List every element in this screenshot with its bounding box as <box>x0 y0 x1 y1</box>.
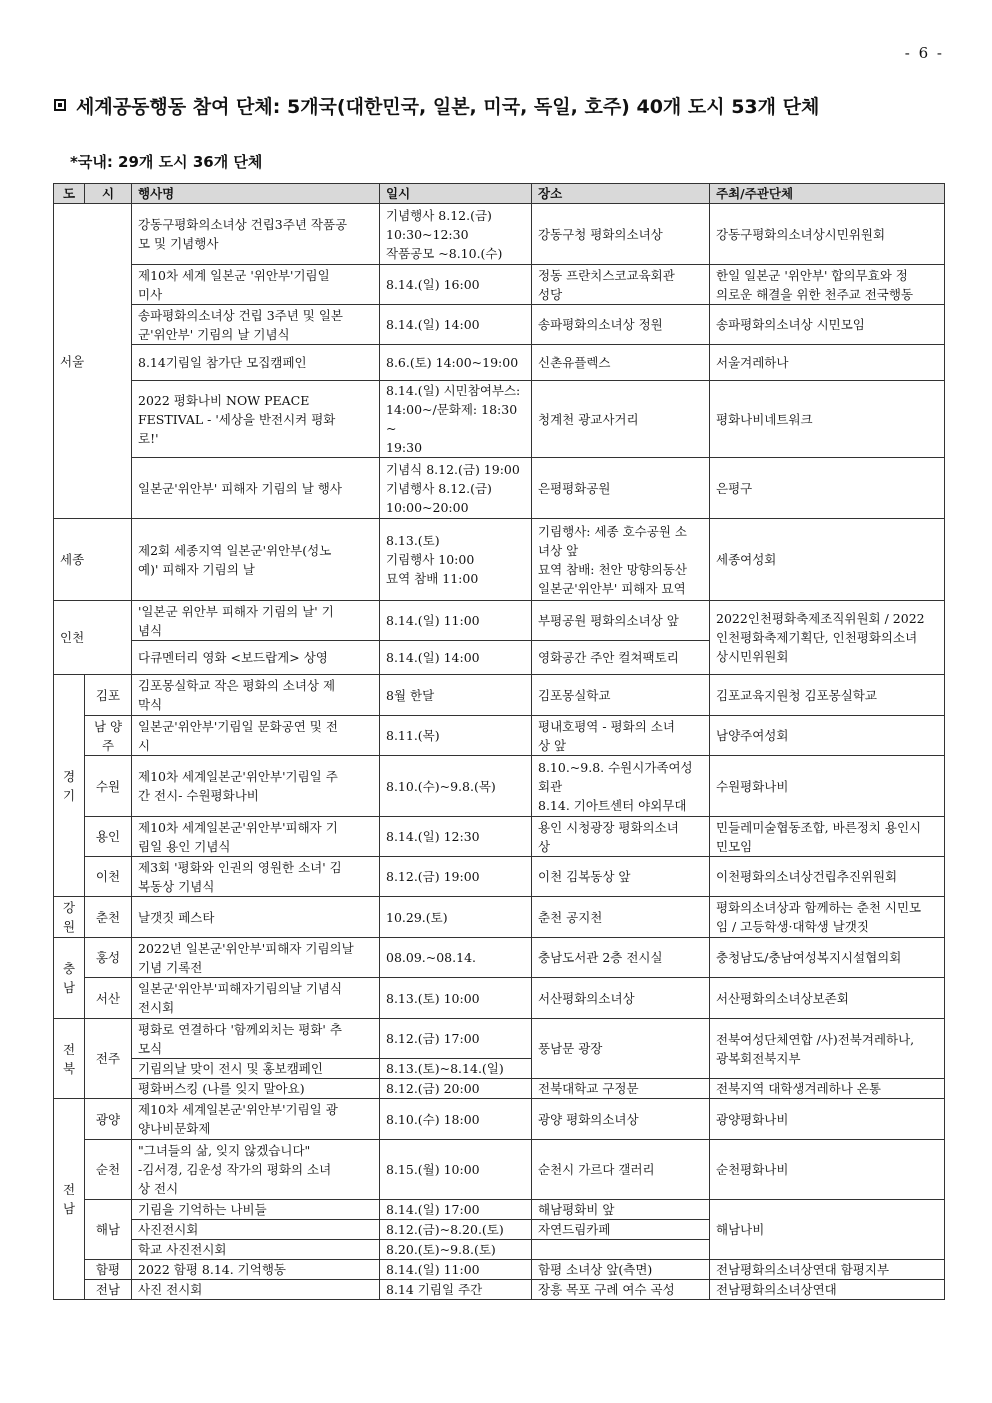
table-row <box>54 1140 945 1200</box>
province-cell: 전 남 <box>54 1099 85 1300</box>
org-cell: 순천평화나비 <box>710 1140 945 1200</box>
place-cell: 김포몽실학교 <box>532 675 710 716</box>
place-cell: 평내호평역 - 평화의 소녀 상 앞 <box>532 716 710 756</box>
org-cell: 한일 일본군 '위안부' 합의무효와 정 의로운 해결을 위한 천주교 전국행동 <box>710 265 945 305</box>
province-cell: 경 기 <box>54 675 85 897</box>
org-cell: 서산평화의소녀상보존회 <box>710 978 945 1019</box>
event-cell: 학교 사진전시회 <box>132 1240 380 1260</box>
date-cell: 8.11.(목) <box>380 716 532 756</box>
event-cell: 일본군'위안부'피해자기림의날 기념식 전시회 <box>132 978 380 1019</box>
table-row <box>54 857 945 897</box>
date-cell: 8월 한달 <box>380 675 532 716</box>
city-cell: 김포 <box>85 675 132 716</box>
table-row <box>54 716 945 756</box>
subheading: *국내: 29개 도시 36개 단체 <box>70 153 263 171</box>
org-cell: 남양주여성회 <box>710 716 945 756</box>
table-header-row <box>54 184 945 204</box>
date-cell: 8.15.(월) 10:00 <box>380 1140 532 1200</box>
city-cell: 전주 <box>85 1019 132 1099</box>
province-cell: 서울 <box>54 204 132 519</box>
event-cell: 2022 평화나비 NOW PEACE FESTIVAL - '세상을 반전시켜 평화 로!' <box>132 381 380 458</box>
header-place: 장소 <box>532 184 710 204</box>
table-row <box>54 601 945 641</box>
event-cell: 기림을 기억하는 나비들 <box>132 1200 380 1220</box>
table-row <box>54 305 945 345</box>
event-cell: 8.14기림일 참가단 모집캠페인 <box>132 345 380 381</box>
place-cell: 함평 소녀상 앞(측면) <box>532 1260 710 1280</box>
event-cell: 일본군'위안부' 피해자 기림의 날 행사 <box>132 458 380 519</box>
event-cell: 평화로 연결하다 '함께외치는 평화' 추 모식 <box>132 1019 380 1059</box>
date-cell: 8.12.(금) 17:00 <box>380 1019 532 1059</box>
place-cell: 은평평화공원 <box>532 458 710 519</box>
city-cell: 순천 <box>85 1140 132 1200</box>
place-cell: 풍남문 광장 <box>532 1019 710 1079</box>
table-row <box>54 1079 945 1099</box>
table-row <box>54 381 945 458</box>
table-row <box>54 204 945 265</box>
date-cell: 8.12.(금) 19:00 <box>380 857 532 897</box>
table-row <box>54 675 945 716</box>
table-row <box>54 938 945 978</box>
org-cell: 수원평화나비 <box>710 756 945 817</box>
date-cell: 8.12.(금)~8.20.(토) <box>380 1220 532 1240</box>
date-cell: 8.14.(일) 11:00 <box>380 601 532 641</box>
table-row <box>54 1260 945 1280</box>
table-row <box>54 1280 945 1300</box>
org-cell: 광양평화나비 <box>710 1099 945 1140</box>
date-cell: 8.14.(일) 16:00 <box>380 265 532 305</box>
org-cell: 전북지역 대학생겨레하나 온통 <box>710 1079 945 1099</box>
square-bullet-icon <box>54 99 66 111</box>
org-cell: 강동구평화의소녀상시민위원회 <box>710 204 945 265</box>
header-org: 주최/주관단체 <box>710 184 945 204</box>
date-cell: 8.20.(토)~9.8.(토) <box>380 1240 532 1260</box>
header-city: 시 <box>85 184 132 204</box>
date-cell: 08.09.~08.14. <box>380 938 532 978</box>
table-row <box>54 1099 945 1140</box>
event-cell: 제10차 세계일본군'위안부'피해자 기 림일 용인 기념식 <box>132 817 380 857</box>
date-cell: 10.29.(토) <box>380 897 532 938</box>
city-cell: 전남 <box>85 1280 132 1300</box>
section-heading-text: 세계공동행동 참여 단체: 5개국(대한민국, 일본, 미국, 독일, 호주) 40개 도시 53개 단체 <box>76 96 820 118</box>
event-cell: "그녀들의 삶, 잊지 않겠습니다" -김서경, 김운성 작가의 평화의 소녀 상 전시 <box>132 1140 380 1200</box>
event-cell: 김포몽실학교 작은 평화의 소녀상 제 막식 <box>132 675 380 716</box>
org-cell: 충청남도/충남여성복지시설협의회 <box>710 938 945 978</box>
date-cell: 8.14.(일) 시민참여부스: 14:00~/문화제: 18:30 ~ 19:30 <box>380 381 532 458</box>
event-cell: 일본군'위안부'기림일 문화공연 및 전 시 <box>132 716 380 756</box>
event-cell: 제10차 세계일본군'위안부'기림일 주 간 전시- 수원평화나비 <box>132 756 380 817</box>
org-cell: 김포교육지원청 김포몽실학교 <box>710 675 945 716</box>
date-cell: 8.13.(토)~8.14.(일) <box>380 1059 532 1079</box>
org-cell: 이천평화의소녀상건립추진위원회 <box>710 857 945 897</box>
event-cell: 2022년 일본군'위안부'피해자 기림의날 기념 기록전 <box>132 938 380 978</box>
event-cell: 날갯짓 페스타 <box>132 897 380 938</box>
place-cell: 8.10.~9.8. 수원시가족여성 회관 8.14. 기아트센터 야외무대 <box>532 756 710 817</box>
event-cell: 송파평화의소녀상 건립 3주년 및 일본 군'위안부' 기림의 날 기념식 <box>132 305 380 345</box>
date-cell: 8.14 기림일 주간 <box>380 1280 532 1300</box>
place-cell: 서산평화의소녀상 <box>532 978 710 1019</box>
province-cell: 강 원 <box>54 897 85 938</box>
table-row <box>54 1200 945 1220</box>
city-cell: 용인 <box>85 817 132 857</box>
city-cell: 남 양 주 <box>85 716 132 756</box>
event-cell: 평화버스킹 (나를 잊지 말아요) <box>132 1079 380 1099</box>
event-cell: 제2회 세종지역 일본군'위안부(성노 예)' 피해자 기림의 날 <box>132 519 380 601</box>
org-cell: 세종여성회 <box>710 519 945 601</box>
org-cell: 2022인천평화축제조직위원회 / 2022 인천평화축제기획단, 인천평화의소녀 상시민위원회 <box>710 601 945 675</box>
header-province: 도 <box>54 184 85 204</box>
city-cell: 이천 <box>85 857 132 897</box>
province-cell: 전 북 <box>54 1019 85 1099</box>
place-cell: 기림행사: 세종 호수공원 소 녀상 앞 묘역 참배: 천안 망향의동산 일본군'위안부' 피해자 묘역 <box>532 519 710 601</box>
org-cell: 서울겨레하나 <box>710 345 945 381</box>
city-cell: 서산 <box>85 978 132 1019</box>
table-row <box>54 345 945 381</box>
date-cell: 8.10.(수) 18:00 <box>380 1099 532 1140</box>
date-cell: 8.13.(토) 10:00 <box>380 978 532 1019</box>
date-cell: 8.13.(토) 기림행사 10:00 묘역 참배 11:00 <box>380 519 532 601</box>
org-cell: 은평구 <box>710 458 945 519</box>
table-row <box>54 978 945 1019</box>
city-cell: 수원 <box>85 756 132 817</box>
event-cell: 기림의날 맞이 전시 및 홍보캠페인 <box>132 1059 380 1079</box>
city-cell: 홍성 <box>85 938 132 978</box>
table-row <box>54 817 945 857</box>
date-cell: 8.10.(수)~9.8.(목) <box>380 756 532 817</box>
event-cell: 사진 전시회 <box>132 1280 380 1300</box>
org-cell: 전북여성단체연합 /사)전북겨레하나, 광복회전북지부 <box>710 1019 945 1079</box>
table-row <box>54 1019 945 1059</box>
event-cell: '일본군 위안부 피해자 기림의 날' 기 념식 <box>132 601 380 641</box>
section-heading <box>54 92 819 119</box>
table-row <box>54 458 945 519</box>
org-cell: 평화의소녀상과 함께하는 춘천 시민모 임 / 고등학생·대학생 날갯짓 <box>710 897 945 938</box>
place-cell: 이천 김복동상 앞 <box>532 857 710 897</box>
province-cell: 인천 <box>54 601 132 675</box>
province-cell: 충 남 <box>54 938 85 1019</box>
table-row <box>54 265 945 305</box>
event-cell: 제10차 세계 일본군 '위안부'기림일 미사 <box>132 265 380 305</box>
place-cell <box>532 1240 710 1260</box>
table-row <box>54 519 945 601</box>
city-cell: 광양 <box>85 1099 132 1140</box>
org-cell: 해남나비 <box>710 1200 945 1260</box>
org-cell: 평화나비네트워크 <box>710 381 945 458</box>
date-cell: 기념행사 8.12.(금) 10:30~12:30 작품공모 ~8.10.(수) <box>380 204 532 265</box>
place-cell: 정동 프란치스코교육회관 성당 <box>532 265 710 305</box>
table-row <box>54 897 945 938</box>
page-number: - 6 - <box>904 44 944 62</box>
date-cell: 8.14.(일) 17:00 <box>380 1200 532 1220</box>
place-cell: 용인 시청광장 평화의소녀 상 <box>532 817 710 857</box>
event-cell: 다큐멘터리 영화 <보드랍게> 상영 <box>132 641 380 675</box>
place-cell: 충남도서관 2층 전시실 <box>532 938 710 978</box>
place-cell: 전북대학교 구정문 <box>532 1079 710 1099</box>
date-cell: 8.12.(금) 20:00 <box>380 1079 532 1099</box>
date-cell: 8.14.(일) 14:00 <box>380 641 532 675</box>
place-cell: 순천시 가르다 갤러리 <box>532 1140 710 1200</box>
org-cell: 전남평화의소녀상연대 함평지부 <box>710 1260 945 1280</box>
place-cell: 영화공간 주안 컬쳐팩토리 <box>532 641 710 675</box>
date-cell: 8.14.(일) 14:00 <box>380 305 532 345</box>
date-cell: 8.6.(토) 14:00~19:00 <box>380 345 532 381</box>
city-cell: 해남 <box>85 1200 132 1260</box>
org-cell: 전남평화의소녀상연대 <box>710 1280 945 1300</box>
event-cell: 강동구평화의소녀상 건립3주년 작품공 모 및 기념행사 <box>132 204 380 265</box>
event-cell: 제10차 세계일본군'위안부'기림일 광 양나비문화제 <box>132 1099 380 1140</box>
date-cell: 기념식 8.12.(금) 19:00 기념행사 8.12.(금) 10:00~20:00 <box>380 458 532 519</box>
event-cell: 사진전시회 <box>132 1220 380 1240</box>
place-cell: 장흥 목포 구례 여수 곡성 <box>532 1280 710 1300</box>
place-cell: 신촌유플렉스 <box>532 345 710 381</box>
date-cell: 8.14.(일) 12:30 <box>380 817 532 857</box>
place-cell: 춘천 공지천 <box>532 897 710 938</box>
city-cell: 함평 <box>85 1260 132 1280</box>
place-cell: 부평공원 평화의소녀상 앞 <box>532 601 710 641</box>
place-cell: 해남평화비 앞 <box>532 1200 710 1220</box>
place-cell: 송파평화의소녀상 정원 <box>532 305 710 345</box>
table-row <box>54 756 945 817</box>
events-table <box>53 183 945 1300</box>
province-cell: 세종 <box>54 519 132 601</box>
place-cell: 청계천 광교사거리 <box>532 381 710 458</box>
header-date: 일시 <box>380 184 532 204</box>
header-event: 행사명 <box>132 184 380 204</box>
event-cell: 제3회 '평화와 인권의 영원한 소녀' 김 복동상 기념식 <box>132 857 380 897</box>
place-cell: 자연드림카페 <box>532 1220 710 1240</box>
org-cell: 송파평화의소녀상 시민모임 <box>710 305 945 345</box>
org-cell: 민들레미술협동조합, 바른정치 용인시 민모임 <box>710 817 945 857</box>
city-cell: 춘천 <box>85 897 132 938</box>
place-cell: 광양 평화의소녀상 <box>532 1099 710 1140</box>
place-cell: 강동구청 평화의소녀상 <box>532 204 710 265</box>
date-cell: 8.14.(일) 11:00 <box>380 1260 532 1280</box>
event-cell: 2022 함평 8.14. 기억행동 <box>132 1260 380 1280</box>
